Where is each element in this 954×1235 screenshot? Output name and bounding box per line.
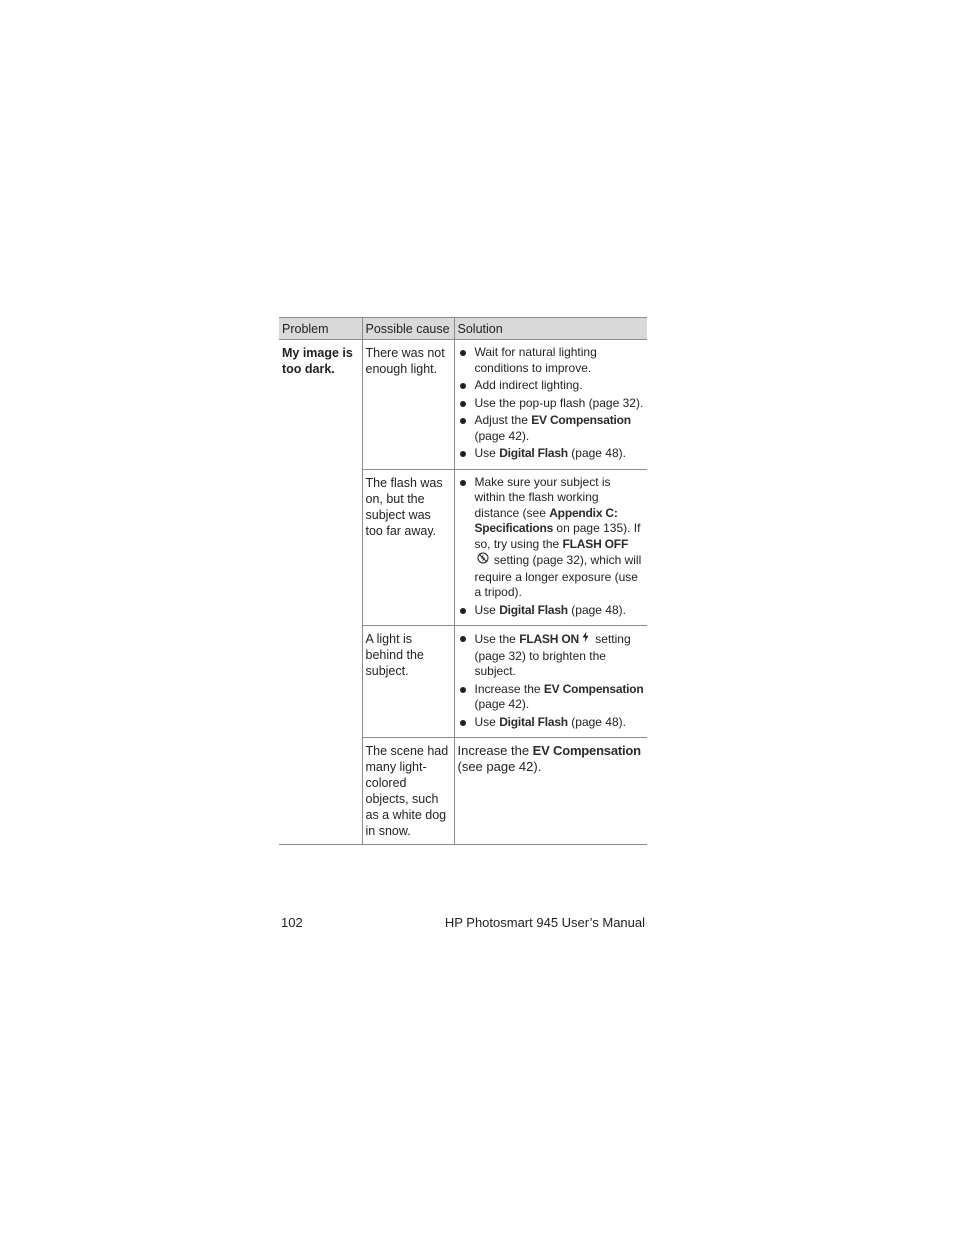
solution-cell [454, 469, 647, 626]
table-header-row [279, 318, 647, 340]
ev-compensation-label: EV Compensation [543, 681, 644, 696]
solution-cell [454, 340, 647, 470]
list-item: Use the FLASH ON setting (page 32) to brighten the subject. [458, 631, 645, 680]
problem-cell: My image is too dark. [279, 340, 362, 845]
list-item: Use Digital Flash (page 48). [458, 446, 645, 462]
list-item: Use the pop-up flash (page 32). [458, 396, 645, 412]
header-solution: Solution [454, 318, 647, 340]
flash-off-label: FLASH OFF [562, 536, 629, 551]
solution-cell: Increase the EV Compensation (see page 42). [454, 738, 647, 845]
list-item: Use Digital Flash (page 48). [458, 603, 645, 619]
cause-cell: A light is behind the subject. [362, 626, 454, 738]
ev-compensation-label: EV Compensation [532, 743, 641, 758]
list-item: Increase the EV Compensation (page 42). [458, 682, 645, 713]
flash-on-label: FLASH ON [519, 632, 579, 646]
manual-title: HP Photosmart 945 User’s Manual [444, 915, 645, 930]
flash-on-icon [581, 631, 590, 649]
page-number: 102 [281, 915, 303, 930]
ev-compensation-label: EV Compensation [531, 413, 631, 427]
list-item: Make sure your subject is within the flash working distance (see Appendix C: Specifications on page 135). If so, try using the FLASH OFF setting (page 32), which will require a longer exposure (use a tripod). [458, 475, 645, 601]
cause-cell: The scene had many light-colored objects, such as a white dog in snow. [362, 738, 454, 845]
header-problem: Problem [279, 318, 362, 340]
solution-list [458, 631, 645, 730]
header-possible-cause: Possible cause [362, 318, 454, 340]
solution-list [458, 475, 645, 619]
list-item: Wait for natural lighting conditions to improve. [458, 345, 645, 376]
troubleshooting-table [279, 317, 647, 845]
list-item: Use Digital Flash (page 48). [458, 715, 645, 731]
flash-off-icon [477, 552, 489, 570]
solution-list [458, 345, 645, 462]
list-item: Add indirect lighting. [458, 378, 645, 394]
digital-flash-label: Digital Flash [499, 602, 568, 617]
table-row [279, 340, 647, 470]
appendix-specifications-label: Appendix C: Specifications [474, 505, 618, 535]
cause-cell: The flash was on, but the subject was too far away. [362, 469, 454, 626]
digital-flash-label: Digital Flash [499, 446, 568, 460]
digital-flash-label: Digital Flash [499, 714, 568, 729]
solution-cell [454, 626, 647, 738]
list-item: Adjust the EV Compensation (page 42). [458, 413, 645, 444]
cause-cell: There was not enough light. [362, 340, 454, 470]
